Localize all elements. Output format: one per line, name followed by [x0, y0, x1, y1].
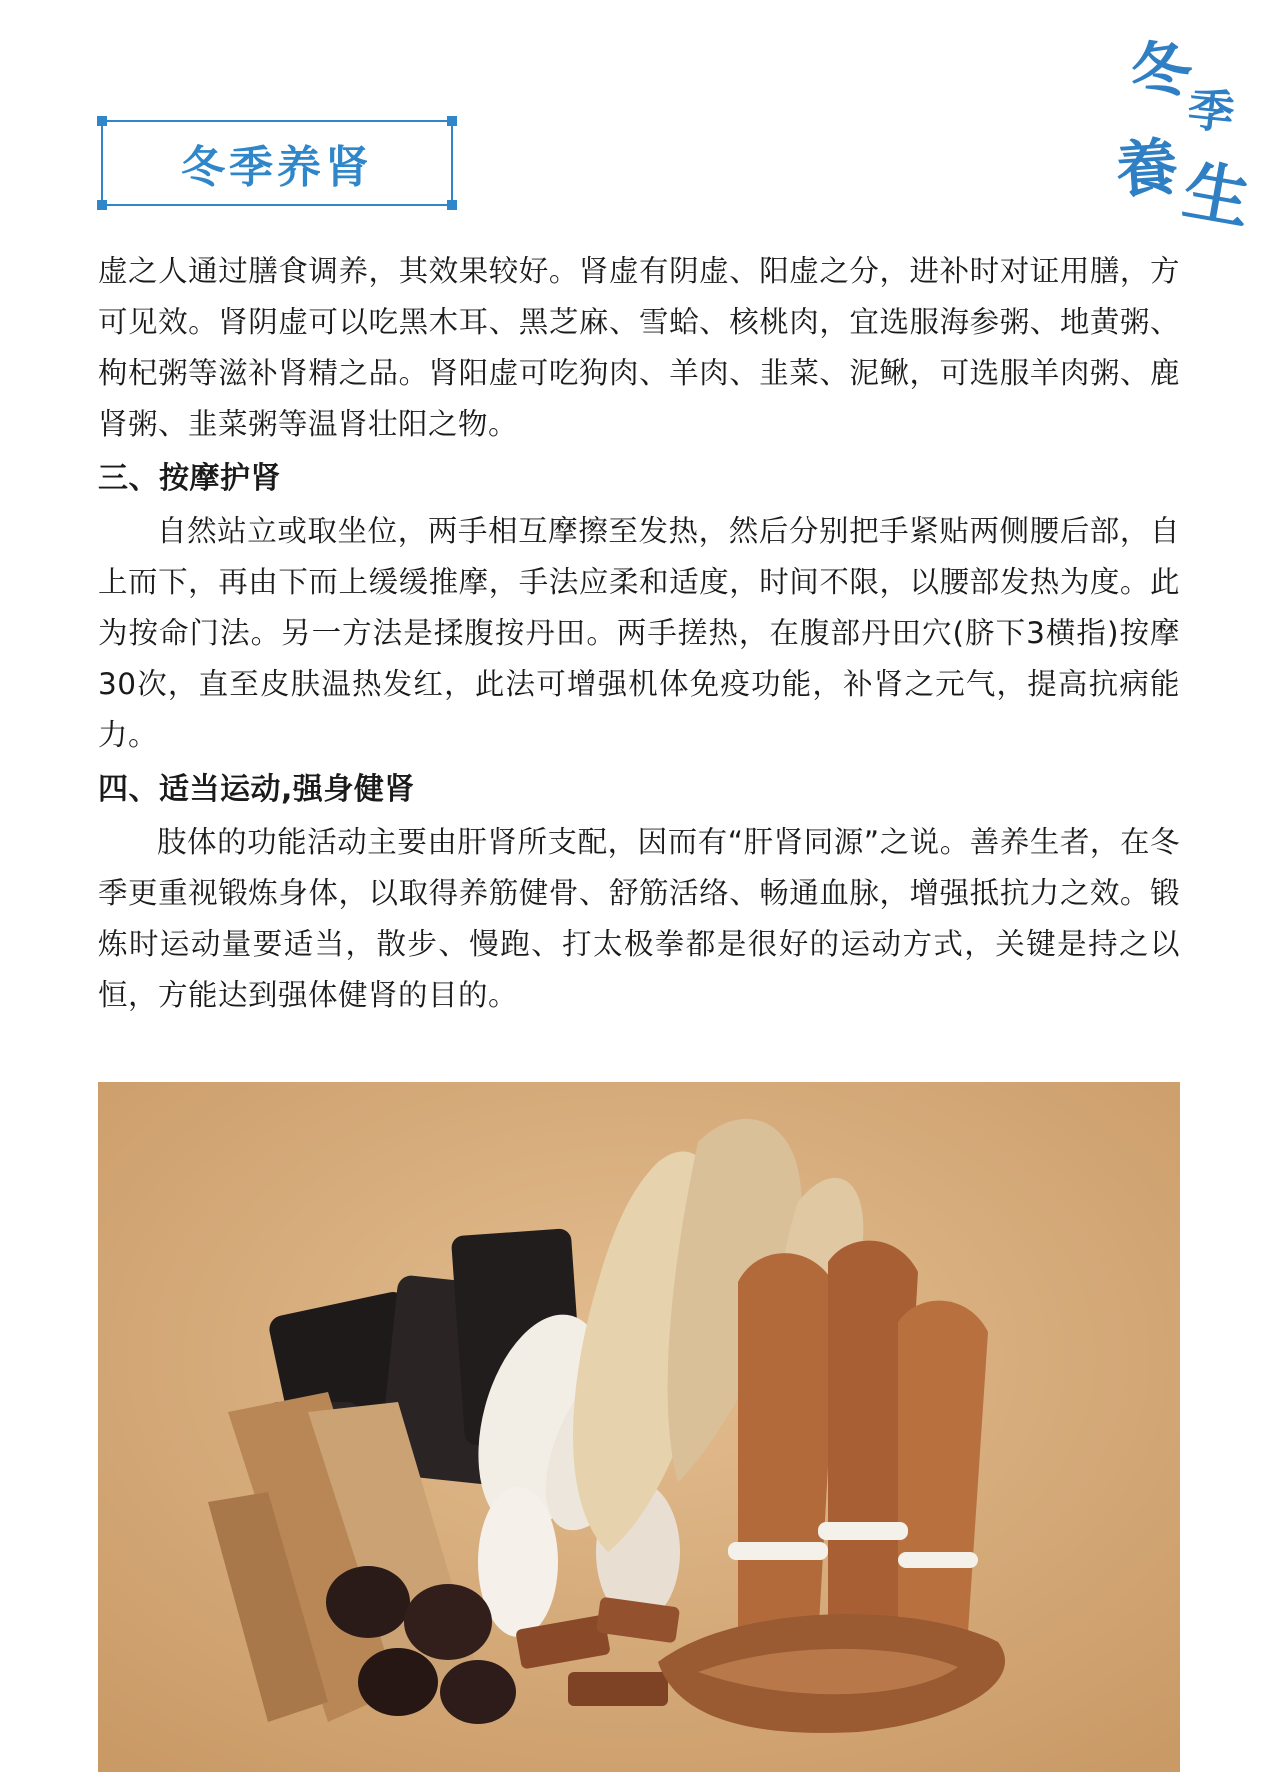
winter-health-logo [1110, 30, 1260, 244]
paragraph-massage: 自然站立或取坐位，两手相互摩擦至发热，然后分别把手紧贴两侧腰后部，自上而下，再由下而上缓缓推摩，手法应柔和适度，时间不限，以腰部发热为度。此为按命门法。另一方法是揉腹按丹田。两手搓热，在腹部丹田穴(脐下3横指)按摩30次，直至皮肤温热发红，此法可增强机体免疫功能，补肾之元气，提高抗病能力。 [98, 514, 1180, 752]
herbs-photo [98, 1082, 1180, 1772]
logo-char: 養 [1113, 129, 1181, 208]
logo-char: 生 [1177, 150, 1257, 240]
paragraph-exercise: 肢体的功能活动主要由肝肾所支配，因而有“肝肾同源”之说。善养生者，在冬季更重视锻炼身体，以取得养筋健骨、舒筋活络、畅通血脉，增强抵抗力之效。锻炼时运动量要适当，散步、慢跑、打太极拳都是很好的运动方式，关键是持之以恒，方能达到强体健肾的目的。 [98, 825, 1180, 1012]
herbs-illustration [98, 1082, 1180, 1772]
article-body [98, 246, 1180, 1021]
section-heading-exercise: 四、适当运动,强身健肾 [98, 772, 415, 807]
logo-char: 冬 [1125, 30, 1197, 111]
page-title: 冬季养肾 [181, 142, 373, 193]
paragraph-diet: 虚之人通过膳食调养，其效果较好。肾虚有阴虚、阳虚之分，进补时对证用膳，方可见效。肾阴虚可以吃黑木耳、黑芝麻、雪蛤、核桃肉，宜选服海参粥、地黄粥、枸杞粥等滋补肾精之品。肾阳虚可吃狗肉、羊肉、韭菜、泥鳅，可选服羊肉粥、鹿肾粥、韭菜粥等温肾壮阳之物。 [98, 254, 1180, 441]
logo-char: 季 [1185, 81, 1237, 141]
section-heading-massage: 三、按摩护肾 [98, 461, 281, 496]
title-box [101, 120, 453, 206]
